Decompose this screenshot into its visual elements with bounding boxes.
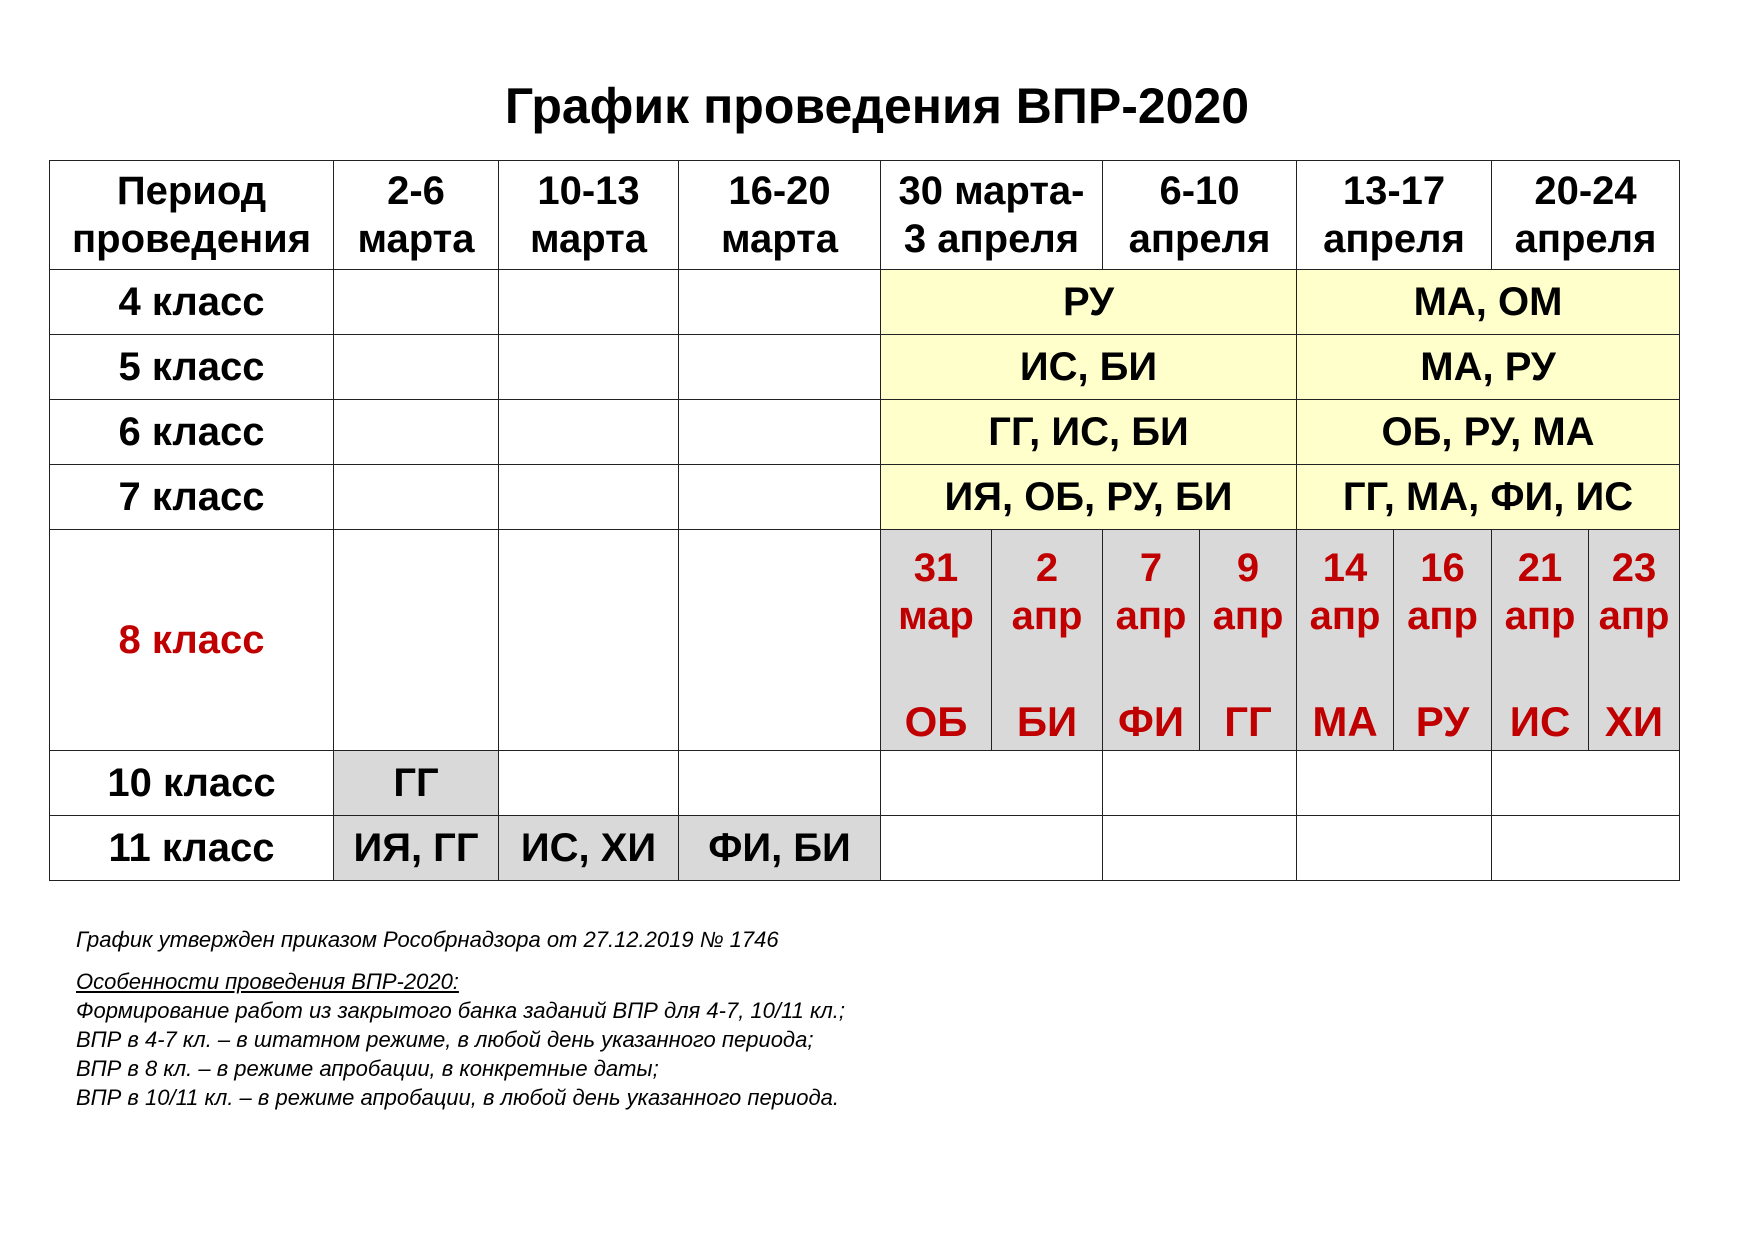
exam-subject: ОБ [904,698,968,745]
grade-row-7 [50,465,1680,530]
grade-row-4 [50,270,1680,335]
subjects-cell: РУ [881,270,1297,335]
empty-cell [679,335,881,400]
empty-cell [1103,751,1297,816]
grade-row-10 [50,751,1680,816]
header-period-line: 2-6 [387,169,445,213]
grade-row-5 [50,335,1680,400]
exam-date: 2 апр [1011,546,1083,638]
grade-label: 10 класс [50,751,334,816]
header-period-cell [499,161,679,270]
exam-date-cell [1103,530,1200,751]
exam-date-cell [1200,530,1297,751]
header-period-line: 16-20 [728,169,831,213]
exam-subject: МА [1312,698,1378,745]
exam-date: 16 апр [1407,546,1478,638]
feature-item: ВПР в 4-7 кл. – в штатном режиме, в любой день указанного периода; [76,1027,814,1052]
feature-item: ВПР в 8 кл. – в режиме апробации, в конкретные даты; [76,1056,659,1081]
header-period-cell [1492,161,1680,270]
subjects-cell: ИС, ХИ [499,816,679,881]
exam-date-cell [881,530,992,751]
empty-cell [679,465,881,530]
header-period-line: марта [357,217,475,261]
empty-cell [1297,751,1492,816]
exam-date: 14 апр [1309,546,1381,638]
header-period-line: марта [720,217,839,261]
exam-date: 7 апр [1115,546,1187,638]
header-period-label [50,161,334,270]
subjects-cell: ОБ, РУ, МА [1297,400,1680,465]
grade-label: 11 класс [50,816,334,881]
empty-cell [1492,816,1680,881]
empty-cell [334,270,499,335]
exam-subject: ИС [1509,698,1571,745]
header-period-line: марта [529,217,648,261]
grade-row-11 [50,816,1680,881]
header-period-line: 20-24 [1534,169,1637,213]
grade-label: 8 класс [50,530,334,751]
header-period-cell [334,161,499,270]
empty-cell [334,530,499,751]
empty-cell [334,400,499,465]
exam-subject: ГГ [1224,698,1272,745]
header-period-cell [1103,161,1297,270]
empty-cell [1297,816,1492,881]
header-row [50,161,1680,270]
header-period-line: 3 апреля [903,217,1080,261]
grade-label: 4 класс [50,270,334,335]
grade-row-8 [50,530,1680,751]
exam-date-cell [992,530,1103,751]
header-period-line: 6-10 [1159,169,1240,213]
header-period-cell [1297,161,1492,270]
empty-cell [334,335,499,400]
feature-item: Формирование работ из закрытого банка заданий ВПР для 4-7, 10/11 кл.; [76,998,845,1023]
exam-subject: БИ [1016,698,1078,745]
header-period-line: апреля [1323,217,1465,261]
features-title: Особенности проведения ВПР-2020: [76,969,459,994]
exam-date: 21 апр [1504,546,1576,638]
subjects-cell: ИС, БИ [881,335,1297,400]
empty-cell [499,530,679,751]
exam-date: 9 апр [1212,546,1284,638]
empty-cell [679,530,881,751]
empty-cell [679,270,881,335]
exam-date: 31 мар [898,546,974,638]
subjects-cell: МА, ОМ [1297,270,1680,335]
empty-cell [499,751,679,816]
grade-label: 5 класс [50,335,334,400]
notes-block [76,925,845,1112]
empty-cell [679,751,881,816]
empty-cell [1492,751,1680,816]
empty-cell [334,465,499,530]
approval-note: График утвержден приказом Рособрнадзора от 27.12.2019 № 1746 [76,927,779,952]
grade-label: 7 класс [50,465,334,530]
exam-subject: ФИ [1117,698,1185,745]
empty-cell [499,335,679,400]
header-period-line: 30 марта- [898,169,1085,213]
exam-date-cell [1492,530,1589,751]
exam-date-cell [1394,530,1492,751]
empty-cell [499,400,679,465]
subjects-cell: МА, РУ [1297,335,1680,400]
exam-date: 23 апр [1598,546,1670,638]
exam-subject: РУ [1415,698,1470,745]
empty-cell [679,400,881,465]
header-period-cell [679,161,881,270]
subjects-cell: ИЯ, ОБ, РУ, БИ [881,465,1297,530]
schedule-table [49,160,1680,881]
subjects-cell: ГГ [334,751,499,816]
grade-row-6 [50,400,1680,465]
exam-date-cell [1297,530,1394,751]
exam-date-cell [1589,530,1680,751]
exam-subject: ХИ [1604,698,1664,745]
header-period-line: проведения [71,217,312,261]
subjects-cell: ИЯ, ГГ [334,816,499,881]
empty-cell [881,751,1103,816]
subjects-cell: ФИ, БИ [679,816,881,881]
page-title: График проведения ВПР-2020 [504,78,1250,134]
empty-cell [499,465,679,530]
empty-cell [881,816,1103,881]
header-period-line: Период [116,169,267,213]
grade-label: 6 класс [50,400,334,465]
header-period-line: апреля [1514,217,1657,261]
header-period-line: апреля [1128,217,1271,261]
header-period-line: 10-13 [537,169,640,213]
empty-cell [1103,816,1297,881]
subjects-cell: ГГ, МА, ФИ, ИС [1297,465,1680,530]
subjects-cell: ГГ, ИС, БИ [881,400,1297,465]
header-period-cell [881,161,1103,270]
empty-cell [499,270,679,335]
feature-item: ВПР в 10/11 кл. – в режиме апробации, в любой день указанного периода. [76,1085,839,1110]
header-period-line: 13-17 [1342,169,1446,213]
